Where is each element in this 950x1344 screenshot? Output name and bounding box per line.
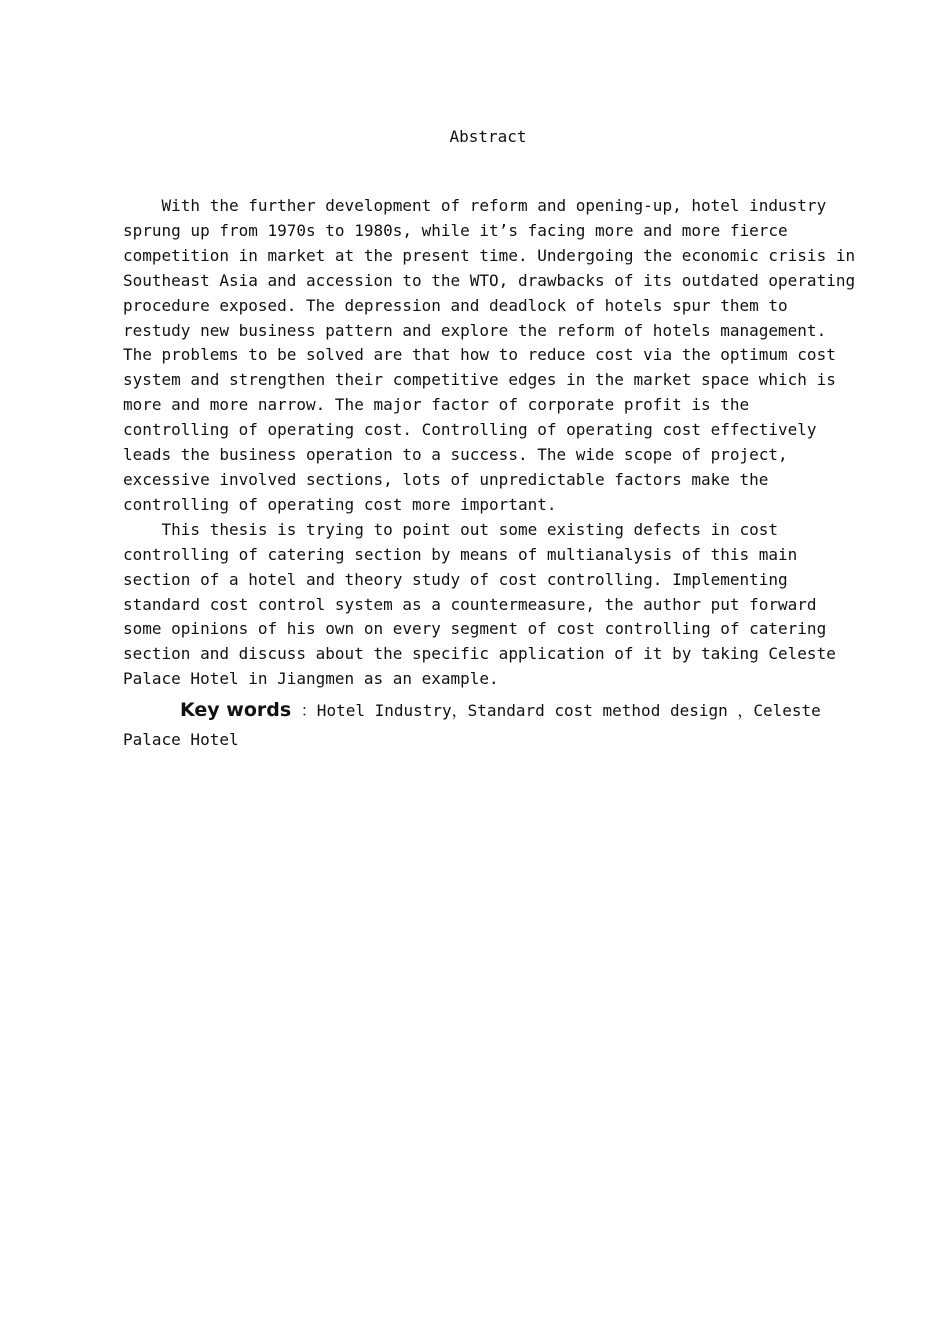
keywords-line [123,696,853,725]
keywords-line-continued: Palace Hotel [123,730,239,750]
keywords-values: ：Hotel Industry，Standard cost method design ，Celeste [291,701,821,721]
text-line: Southeast Asia and accession to the WTO, drawbacks of its outdated operating [123,270,856,290]
abstract-title: Abstract [449,127,527,146]
text-line: sprung up from 1970s to 1980s, while it’s facing more and more fierce [123,220,788,240]
text-line: controlling of catering section by means of multianalysis of this main [123,544,798,564]
text-line: Palace Hotel in Jiangmen as an example. [123,669,499,689]
text-line: controlling of operating cost. Controlling of operating cost effectively [123,420,817,440]
text-line: procedure exposed. The depression and deadlock of hotels spur them to [123,295,788,315]
text-line: The problems to be solved are that how to reduce cost via the optimum cost [123,345,836,365]
text-line: With the further development of reform and opening-up, hotel industry [123,196,827,215]
abstract-section [123,124,856,754]
abstract-paragraph-2 [123,518,853,692]
text-line: competition in market at the present time. Undergoing the economic crisis in [123,245,856,265]
keywords-block [123,696,853,754]
text-line: section and discuss about the specific application of it by taking Celeste [123,644,836,664]
text-line: standard cost control system as a countermeasure, the author put forward [123,594,817,614]
text-line: more and more narrow. The major factor of corporate profit is the [123,395,750,415]
text-line: section of a hotel and theory study of cost controlling. Implementing [123,569,788,589]
text-line: leads the business operation to a success. The wide scope of project, [123,445,788,465]
text-line: restudy new business pattern and explore the reform of hotels management. [123,320,827,340]
text-line: This thesis is trying to point out some existing defects in cost [123,519,779,539]
text-line: excessive involved sections, lots of unpredictable factors make the [123,469,769,489]
text-line: system and strengthen their competitive edges in the market space which is [123,370,836,390]
keywords-label: Key words [180,699,292,722]
text-line: controlling of operating cost more important. [123,494,557,514]
abstract-paragraph-1 [123,194,856,518]
text-line: some opinions of his own on every segment of cost controlling of catering [123,619,827,639]
